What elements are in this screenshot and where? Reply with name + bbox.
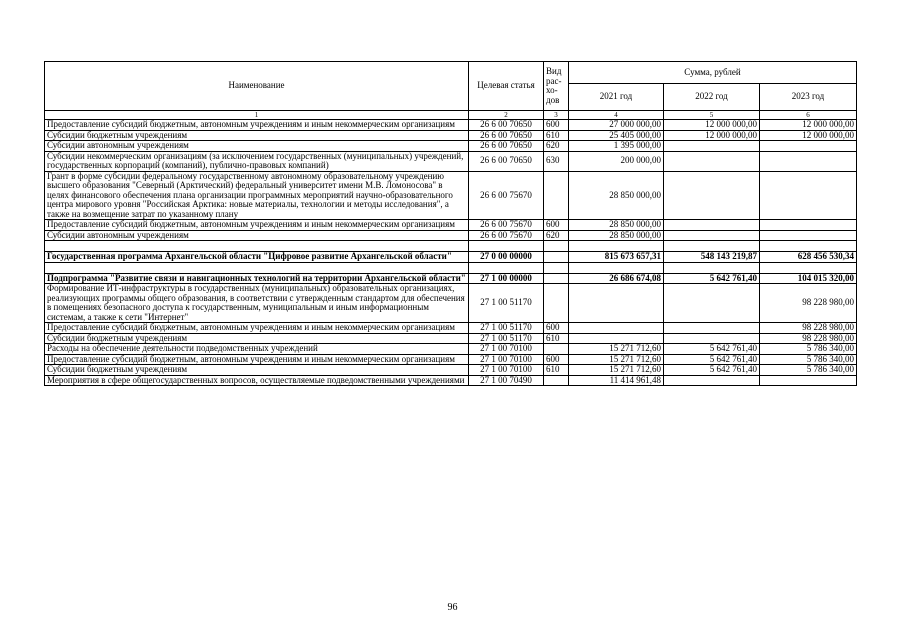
row-2021: 200 000,00 [569, 151, 664, 171]
row-name: Субсидии бюджетным учреждениям [45, 130, 469, 141]
row-name: Субсидии автономным учреждениям [45, 141, 469, 152]
header-name: Наименование [45, 62, 469, 111]
row-code: 27 1 00 51170 [469, 323, 544, 334]
row-code: 27 1 00 70100 [469, 344, 544, 355]
row-2023: 12 000 000,00 [760, 120, 857, 131]
table-row [45, 230, 857, 241]
row-2021: 28 850 000,00 [569, 220, 664, 231]
row-2021: 28 850 000,00 [569, 171, 664, 220]
header-vid: Вид рас-хо-дов [544, 62, 569, 111]
row-name: Мероприятия в сфере общегосударственных вопросов, осуществляемые подведомственными учреждениями [45, 375, 469, 386]
row-name: Предоставление субсидий бюджетным, автономным учреждениям и иным некоммерческим организациям [45, 220, 469, 231]
row-code: 26 6 00 70650 [469, 151, 544, 171]
row-2021: 815 673 657,31 [569, 252, 664, 263]
col-number: 1 [45, 111, 469, 120]
row-2022: 5 642 761,40 [664, 344, 760, 355]
row-code: 27 1 00 70100 [469, 365, 544, 376]
header-row-top [45, 62, 857, 84]
row-name: Субсидии автономным учреждениям [45, 230, 469, 241]
row-vid: 610 [544, 130, 569, 141]
table-row [45, 252, 857, 263]
row-code: 27 1 00 70490 [469, 375, 544, 386]
row-2022 [664, 375, 760, 386]
row-vid: 600 [544, 354, 569, 365]
table-row [45, 333, 857, 344]
row-code: 27 1 00 51170 [469, 284, 544, 323]
row-name: Подпрограмма "Развитие связи и навигационных технологий на территории Архангельской области" [45, 273, 469, 284]
row-name: Грант в форме субсидии федеральному государственному автономному образовательному учреждению высшего образования "Северный (Арктический) федеральный университет имени М.В. Ломоносова" в целях финансового обеспечения плана организации программных мероприятий научно-образовательного центра мирового уровня "Российская Арктика: новые материалы, технологии и методы исследования", а также на возмещение затрат по указанному плану [45, 171, 469, 220]
row-2022 [664, 220, 760, 231]
col-number: 5 [664, 111, 760, 120]
row-code: 26 6 00 75670 [469, 230, 544, 241]
row-code: 27 0 00 00000 [469, 252, 544, 263]
row-2023: 628 456 530,34 [760, 252, 857, 263]
row-name: Государственная программа Архангельской области "Цифровое развитие Архангельской области" [45, 252, 469, 263]
row-name: Расходы на обеспечение деятельности подведомственных учреждений [45, 344, 469, 355]
row-2021 [569, 333, 664, 344]
page-number: 96 [447, 602, 458, 613]
blank-row [45, 241, 857, 252]
row-2022: 12 000 000,00 [664, 120, 760, 131]
row-2021: 11 414 961,48 [569, 375, 664, 386]
row-name: Субсидии бюджетным учреждениям [45, 365, 469, 376]
row-2021: 26 686 674,08 [569, 273, 664, 284]
row-2023: 5 786 340,00 [760, 344, 857, 355]
table-row [45, 273, 857, 284]
row-2022 [664, 284, 760, 323]
table-row [45, 151, 857, 171]
row-name: Предоставление субсидий бюджетным, автономным учреждениям и иным некоммерческим организациям [45, 120, 469, 131]
row-2023 [760, 151, 857, 171]
row-vid: 610 [544, 333, 569, 344]
row-2023 [760, 220, 857, 231]
row-vid: 600 [544, 220, 569, 231]
row-2022: 5 642 761,40 [664, 365, 760, 376]
row-2023 [760, 171, 857, 220]
row-name: Субсидии некоммерческим организациям (за исключением государственных (муниципальных) учреждений, государственных корпораций (компаний), публично-правовых компаний) [45, 151, 469, 171]
row-2022: 12 000 000,00 [664, 130, 760, 141]
budget-table [44, 61, 857, 386]
row-code: 26 6 00 75670 [469, 171, 544, 220]
row-name: Формирование ИТ-инфраструктуры в государственных (муниципальных) образовательных организациях, реализующих программы общего образования, в соответствии с утвержденным стандартом для обеспечения в помещениях безопасного доступа к государственным, муниципальным и иным информационным системам, а также к сети "Интернет" [45, 284, 469, 323]
table-row [45, 120, 857, 131]
row-2022 [664, 333, 760, 344]
row-2022: 5 642 761,40 [664, 354, 760, 365]
row-2021: 15 271 712,60 [569, 365, 664, 376]
table-row [45, 130, 857, 141]
table-row [45, 284, 857, 323]
row-2021: 1 395 000,00 [569, 141, 664, 152]
row-vid: 600 [544, 323, 569, 334]
row-2022 [664, 171, 760, 220]
row-vid: 610 [544, 365, 569, 376]
row-code: 26 6 00 70650 [469, 120, 544, 131]
header-2022: 2022 год [664, 84, 760, 111]
row-2022 [664, 151, 760, 171]
col-number: 3 [544, 111, 569, 120]
table-row [45, 171, 857, 220]
row-2023: 98 228 980,00 [760, 284, 857, 323]
row-code: 26 6 00 75670 [469, 220, 544, 231]
row-code: 27 1 00 51170 [469, 333, 544, 344]
table-row [45, 354, 857, 365]
row-vid: 620 [544, 230, 569, 241]
row-2023: 5 786 340,00 [760, 354, 857, 365]
header-target: Целевая статья [469, 62, 544, 111]
row-2022 [664, 323, 760, 334]
row-vid: 630 [544, 151, 569, 171]
row-2023 [760, 375, 857, 386]
row-name: Предоставление субсидий бюджетным, автономным учреждениям и иным некоммерческим организациям [45, 354, 469, 365]
row-2022: 548 143 219,87 [664, 252, 760, 263]
row-vid [544, 273, 569, 284]
row-code: 27 1 00 00000 [469, 273, 544, 284]
row-2023: 98 228 980,00 [760, 333, 857, 344]
row-code: 26 6 00 70650 [469, 130, 544, 141]
header-sum: Сумма, рублей [569, 62, 857, 84]
row-2021: 15 271 712,60 [569, 344, 664, 355]
row-2023 [760, 230, 857, 241]
blank-row [45, 262, 857, 273]
row-2021: 15 271 712,60 [569, 354, 664, 365]
row-2023: 98 228 980,00 [760, 323, 857, 334]
row-2023 [760, 141, 857, 152]
row-2021: 25 405 000,00 [569, 130, 664, 141]
row-vid: 620 [544, 141, 569, 152]
row-vid [544, 375, 569, 386]
col-number: 2 [469, 111, 544, 120]
row-2022: 5 642 761,40 [664, 273, 760, 284]
table-row [45, 323, 857, 334]
row-2022 [664, 230, 760, 241]
row-2023: 5 786 340,00 [760, 365, 857, 376]
table-row [45, 220, 857, 231]
row-2021: 28 850 000,00 [569, 230, 664, 241]
row-vid [544, 171, 569, 220]
table-row [45, 344, 857, 355]
row-2022 [664, 141, 760, 152]
row-2021: 27 000 000,00 [569, 120, 664, 131]
table-row [45, 365, 857, 376]
header-2023: 2023 год [760, 84, 857, 111]
row-vid: 600 [544, 120, 569, 131]
row-vid [544, 252, 569, 263]
row-2021 [569, 323, 664, 334]
table-row [45, 375, 857, 386]
row-2023: 104 015 320,00 [760, 273, 857, 284]
row-vid [544, 284, 569, 323]
row-vid [544, 344, 569, 355]
row-code: 27 1 00 70100 [469, 354, 544, 365]
row-2023: 12 000 000,00 [760, 130, 857, 141]
col-number: 4 [569, 111, 664, 120]
table-row [45, 141, 857, 152]
row-2021 [569, 284, 664, 323]
col-number: 6 [760, 111, 857, 120]
header-2021: 2021 год [569, 84, 664, 111]
row-name: Субсидии бюджетным учреждениям [45, 333, 469, 344]
row-name: Предоставление субсидий бюджетным, автономным учреждениям и иным некоммерческим организациям [45, 323, 469, 334]
row-code: 26 6 00 70650 [469, 141, 544, 152]
